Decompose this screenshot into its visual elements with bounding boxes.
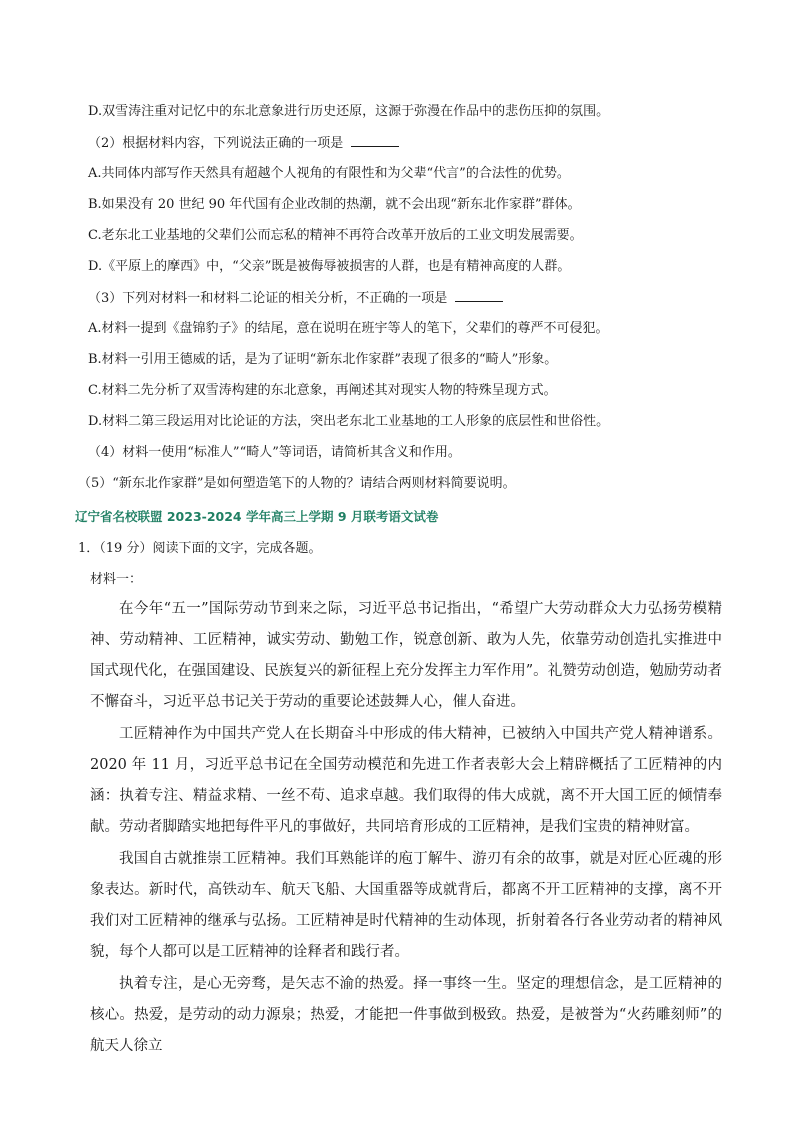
q3-stem bbox=[88, 289, 503, 308]
q3-option-a: A.材料一提到《盘锦豹子》的结尾，意在说明在班宇等人的笔下，父辈们的尊严不可侵犯。 bbox=[88, 321, 609, 336]
q3-option-b: B.材料一引用王德威的话，是为了证明“新东北作家群”表现了很多的“畸人”形象。 bbox=[88, 352, 558, 367]
q2-stem bbox=[88, 134, 399, 153]
exam-section-title: 辽宁省名校联盟 2023-2024 学年高三上学期 9 月联考语文试卷 bbox=[75, 509, 439, 524]
q3-option-d: D.材料二第三段运用对比论证的方法，突出老东北工业基地的工人形象的底层性和世俗性。 bbox=[88, 414, 610, 429]
question-header: 1．（19 分）阅读下面的文字，完成各题。 bbox=[78, 541, 322, 556]
q2-stem-text: （2）根据材料内容，下列说法正确的一项是 bbox=[88, 136, 344, 151]
q1-option-d: D.双雪涛注重对记忆中的东北意象进行历史还原，这源于弥漫在作品中的悲伤压抑的氛围。 bbox=[88, 104, 610, 119]
q2-answer-blank[interactable] bbox=[351, 134, 399, 147]
q3-stem-text: （3）下列对材料一和材料二论证的相关分析，不正确的一项是 bbox=[88, 291, 448, 306]
material-paragraph-3: 我国自古就推崇工匠精神。我们耳熟能详的庖丁解牛、游刃有余的故事，就是对匠心匠魂的形象表达。新时代，高铁动车、航天飞船、大国重器等成就背后，都离不开工匠精神的支撑，离不开我们对工匠精神的继承与弘扬。工匠精神是时代精神的生动体现，折射着各行各业劳动者的精神风貌，每个人都可以是工匠精神的诠释者和践行者。 bbox=[90, 851, 722, 960]
q2-option-c: C.老东北工业基地的父辈们公而忘私的精神不再符合改革开放后的工业文明发展需要。 bbox=[88, 228, 583, 243]
q3-option-c: C.材料二先分析了双雪涛构建的东北意象，再阐述其对现实人物的特殊呈现方式。 bbox=[88, 383, 557, 398]
material-paragraph-4: 执着专注，是心无旁骛，是矢志不渝的热爱。择一事终一生。坚定的理想信念，是工匠精神的核心。热爱，是劳动的动力源泉；热爱，才能把一件事做到极致。热爱，是被誉为“火药雕刻师”的航天人徐立 bbox=[90, 976, 722, 1054]
q2-option-a: A.共同体内部写作天然具有超越个人视角的有限性和为父辈“代言”的合法性的优势。 bbox=[88, 166, 570, 181]
q4-stem: （4）材料一使用“标准人”“畸人”等词语，请简析其含义和作用。 bbox=[88, 445, 461, 460]
material-label: 材料一： bbox=[90, 572, 143, 587]
q5-stem: （5）“新东北作家群”是如何塑造笔下的人物的？请结合两则材料简要说明。 bbox=[78, 476, 516, 491]
material-paragraph-2: 工匠精神作为中国共产党人在长期奋斗中形成的伟大精神，已被纳入中国共产党人精神谱系。2020 年 11 月，习近平总书记在全国劳动模范和先进工作者表彰大会上精辟概括了工匠精神的内涵：执着专注、精益求精、一丝不苟、追求卓越。我们取得的伟大成就，离不开大国工匠的倾情奉献。劳动者脚踏实地把每件平凡的事做好，共同培育形成的工匠精神，是我们宝贵的精神财富。 bbox=[90, 726, 722, 835]
q2-option-b: B.如果没有 20 世纪 90 年代国有企业改制的热潮，就不会出现“新东北作家群”群体。 bbox=[88, 197, 581, 212]
material-paragraph-1: 在今年“五一”国际劳动节到来之际，习近平总书记指出，“希望广大劳动群众大力弘扬劳模精神、劳动精神、工匠精神，诚实劳动、勤勉工作，锐意创新、敢为人先，依靠劳动创造扎实推进中国式现代化，在强国建设、民族复兴的新征程上充分发挥主力军作用”。礼赞劳动创造，勉励劳动者不懈奋斗，习近平总书记关于劳动的重要论述鼓舞人心，催人奋进。 bbox=[90, 601, 722, 710]
q3-answer-blank[interactable] bbox=[455, 289, 503, 302]
q2-option-d: D.《平原上的摩西》中，“父亲”既是被侮辱被损害的人群，也是有精神高度的人群。 bbox=[88, 259, 571, 274]
